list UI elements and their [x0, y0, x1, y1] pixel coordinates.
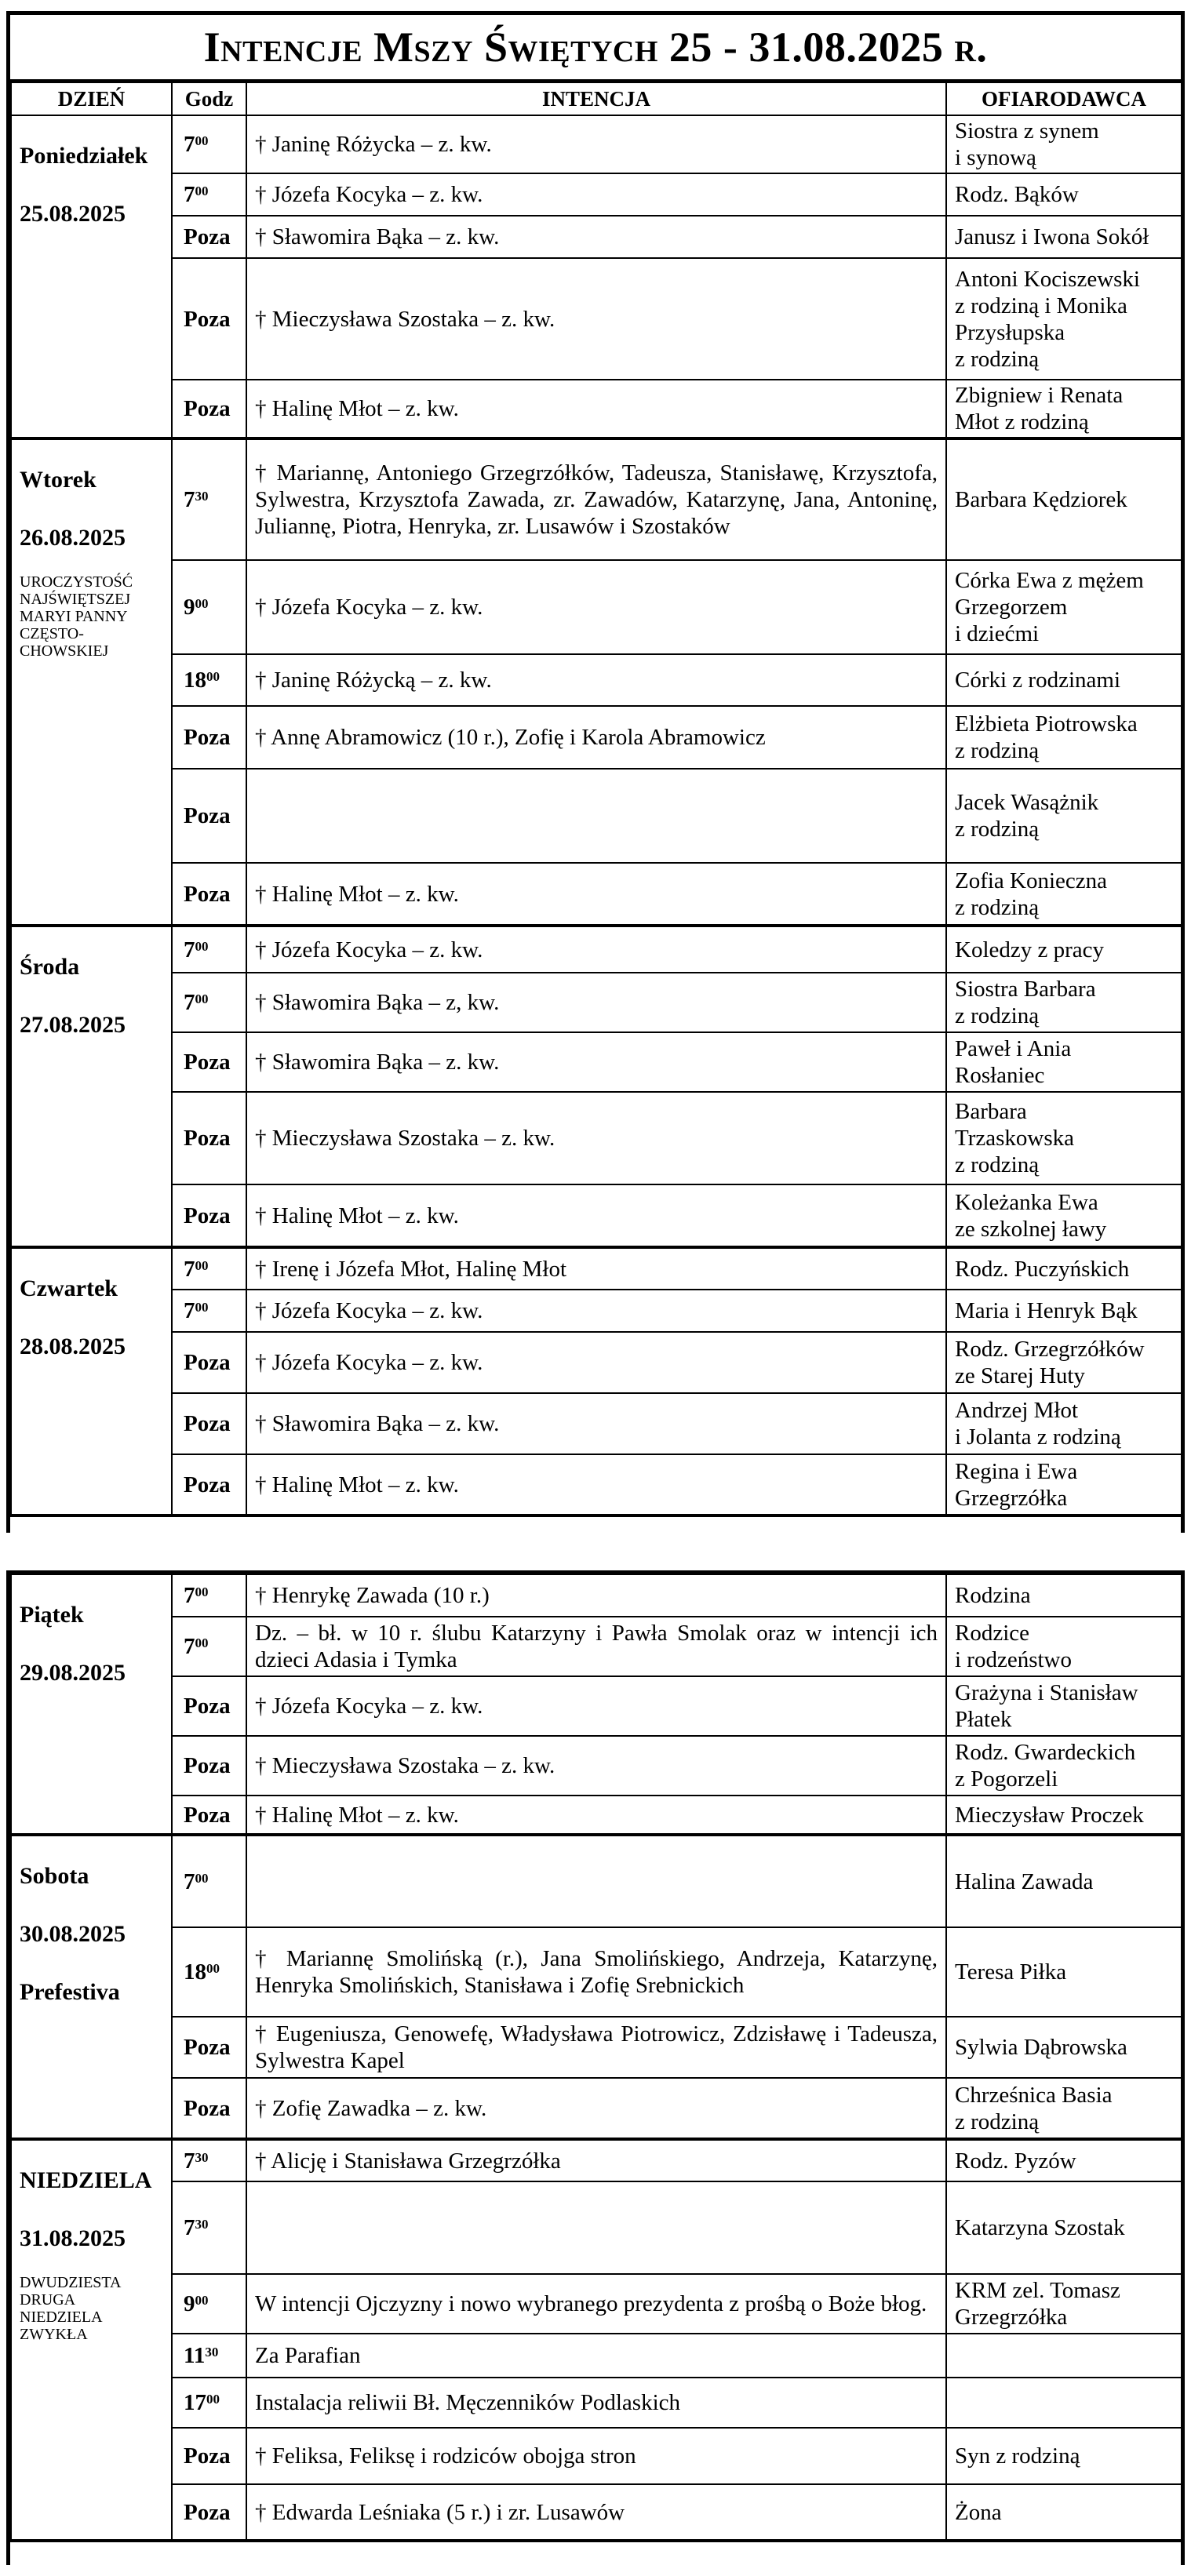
table-row: [11, 863, 1182, 926]
mass-time: $7^{00}$: [172, 1574, 246, 1617]
intention-cell: † Halinę Młot – z. kw.: [246, 863, 946, 926]
offerer-cell: Sylwia Dąbrowska: [946, 2017, 1182, 2078]
intention-cell: † Janinę Różycka – z. kw.: [246, 115, 946, 173]
day-date: 27.08.2025: [20, 1012, 126, 1038]
intention-cell: † Feliksa, Feliksę i rodziców obojga stron: [246, 2428, 946, 2484]
intention-cell: † Mariannę, Antoniego Grzegrzółków, Tadeusza, Stanisławę, Krzysztofa, Sylwestra, Krzysztofa Zawada, zr. Zawadów, Katarzynę, Jana, Antoninę, Juliannę, Piotra, Henryka, zr. Lusawów i Szostaków: [246, 438, 946, 560]
intention-cell: † Edwarda Leśniaka (5 r.) i zr. Lusawów: [246, 2484, 946, 2541]
mass-time: Poza: [172, 216, 246, 258]
mass-time: Poza: [172, 2484, 246, 2541]
time-minutes: 00: [195, 991, 209, 1006]
time-minutes: 00: [195, 1870, 209, 1886]
mass-time: $7^{00}$: [172, 115, 246, 173]
time-minutes: 00: [195, 184, 209, 198]
offerer-cell: Halina Zawada: [946, 1835, 1182, 1927]
intention-cell: Dz. – bł. w 10 r. ślubu Katarzyny i Pawła Smolak oraz w intencji ich dzieci Adasia i Tymka: [246, 1617, 946, 1676]
intention-cell: † Józefa Kocyka – z. kw.: [246, 1676, 946, 1736]
day-date: 29.08.2025: [20, 1660, 126, 1686]
table-row: [11, 2484, 1182, 2541]
table-row: [11, 1454, 1182, 1515]
day-note: DWUDZIESTA DRUGA NIEDZIELA ZWYKŁA: [20, 2274, 122, 2343]
day-name: NIEDZIELA: [20, 2167, 152, 2193]
intention-cell: † Mieczysława Szostaka – z. kw.: [246, 1736, 946, 1796]
intention-cell: [246, 769, 946, 863]
intention-cell: † Henrykę Zawada (10 r.): [246, 1574, 946, 1617]
table-row: [11, 1393, 1182, 1454]
table-body: [11, 1574, 1182, 2541]
offerer-cell: Córka Ewa z mężem Grzegorzem i dziećmi: [946, 560, 1182, 654]
day-cell: [11, 926, 172, 1247]
mass-time: $7^{00}$: [172, 973, 246, 1032]
table-row: [11, 173, 1182, 216]
intention-cell: † Mieczysława Szostaka – z. kw.: [246, 258, 946, 380]
mass-time: Poza: [172, 1332, 246, 1393]
offerer-cell: Rodz. Pyzów: [946, 2139, 1182, 2181]
intention-cell: † Józefa Kocyka – z. kw.: [246, 1290, 946, 1332]
offerer-cell: Teresa Piłka: [946, 1927, 1182, 2017]
time-minutes: 30: [195, 489, 209, 504]
intention-cell: † Sławomira Bąka – z. kw.: [246, 1393, 946, 1454]
mass-time: Poza: [172, 2017, 246, 2078]
mass-time: $9^{00}$: [172, 560, 246, 654]
day-date: 28.08.2025: [20, 1333, 126, 1359]
intention-cell: [246, 2181, 946, 2274]
header-intention: INTENCJA: [246, 82, 946, 115]
time-minutes: 00: [195, 1300, 209, 1315]
offerer-cell: Chrześnica Basia z rodziną: [946, 2078, 1182, 2139]
mass-time: $18^{00}$: [172, 654, 246, 706]
offerer-cell: Żona: [946, 2484, 1182, 2541]
table-row: [11, 258, 1182, 380]
offerer-cell: Janusz i Iwona Sokół: [946, 216, 1182, 258]
offerer-cell: Maria i Henryk Bąk: [946, 1290, 1182, 1332]
day-date: 26.08.2025: [20, 525, 126, 551]
table-row: [11, 1617, 1182, 1676]
intention-cell: Za Parafian: [246, 2334, 946, 2378]
intention-cell: † Mariannę Smolińską (r.), Jana Smolińskiego, Andrzeja, Katarzynę, Henryka Smolińskich, Stanisława i Zofię Srebnickich: [246, 1927, 946, 2017]
mass-time: $9^{00}$: [172, 2274, 246, 2334]
offerer-cell: Paweł i Ania Rosłaniec: [946, 1032, 1182, 1092]
day-name: Czwartek: [20, 1275, 118, 1301]
intentions-table-1: [10, 82, 1182, 1517]
mass-time: Poza: [172, 1454, 246, 1515]
offerer-cell: Koledzy z pracy: [946, 926, 1182, 973]
offerer-cell: Barbara Kędziorek: [946, 438, 1182, 560]
table-row: [11, 115, 1182, 173]
mass-time: $7^{30}$: [172, 2181, 246, 2274]
intention-cell: † Józefa Kocyka – z. kw.: [246, 1332, 946, 1393]
offerer-cell: Siostra z synem i synową: [946, 115, 1182, 173]
mass-time: $7^{00}$: [172, 1617, 246, 1676]
mass-time: Poza: [172, 1184, 246, 1247]
table-row: [11, 2334, 1182, 2378]
offerer-cell: Barbara Trzaskowska z rodziną: [946, 1092, 1182, 1184]
intention-cell: † Halinę Młot – z. kw.: [246, 380, 946, 438]
table-row: [11, 1332, 1182, 1393]
mass-time: Poza: [172, 380, 246, 438]
intention-cell: † Halinę Młot – z. kw.: [246, 1184, 946, 1247]
table-row: [11, 2428, 1182, 2484]
header-offerer: OFIARODAWCA: [946, 82, 1182, 115]
intention-cell: Instalacja reliwii Bł. Męczenników Podlaskich: [246, 2378, 946, 2428]
table-row: [11, 654, 1182, 706]
mass-time: Poza: [172, 1032, 246, 1092]
table-row: [11, 438, 1182, 560]
header-day: DZIEŃ: [11, 82, 172, 115]
mass-time: Poza: [172, 1736, 246, 1796]
time-minutes: 00: [195, 2293, 209, 2308]
table-row: [11, 1290, 1182, 1332]
offerer-cell: Antoni Kociszewski z rodziną i Monika Przysłupska z rodziną: [946, 258, 1182, 380]
mass-time: Poza: [172, 863, 246, 926]
time-minutes: 00: [206, 1961, 220, 1976]
offerer-cell: Grażyna i Stanisław Płatek: [946, 1676, 1182, 1736]
offerer-cell: [946, 2334, 1182, 2378]
offerer-cell: Rodz. Grzegrzółków ze Starej Huty: [946, 1332, 1182, 1393]
mass-time: Poza: [172, 2428, 246, 2484]
offerer-cell: Elżbieta Piotrowska z rodziną: [946, 706, 1182, 769]
day-date: 30.08.2025: [20, 1921, 126, 1947]
mass-time: Poza: [172, 706, 246, 769]
mass-time: Poza: [172, 769, 246, 863]
day-extra: Prefestiva: [20, 1979, 120, 2005]
time-minutes: 00: [206, 669, 220, 684]
table-row: [11, 1835, 1182, 1927]
offerer-cell: Rodz. Bąków: [946, 173, 1182, 216]
day-name: Wtorek: [20, 467, 97, 493]
table-row: [11, 216, 1182, 258]
intention-cell: † Eugeniusza, Genowefę, Władysława Piotrowicz, Zdzisławę i Tadeusza, Sylwestra Kapel: [246, 2017, 946, 2078]
time-minutes: 00: [195, 1257, 209, 1273]
mass-time: Poza: [172, 1393, 246, 1454]
table-row: [11, 380, 1182, 438]
offerer-cell: Córki z rodzinami: [946, 654, 1182, 706]
page-1: [6, 11, 1185, 1533]
offerer-cell: Regina i Ewa Grzegrzółka: [946, 1454, 1182, 1515]
table-row: [11, 1927, 1182, 2017]
table-body: [11, 115, 1182, 1515]
day-name: Środa: [20, 954, 80, 980]
offerer-cell: Syn z rodziną: [946, 2428, 1182, 2484]
intention-cell: † Józefa Kocyka – z. kw.: [246, 173, 946, 216]
day-date: 31.08.2025: [20, 2225, 126, 2251]
header-time: Godz: [172, 82, 246, 115]
intention-cell: † Józefa Kocyka – z. kw.: [246, 926, 946, 973]
offerer-cell: Rodz. Puczyńskich: [946, 1247, 1182, 1290]
time-minutes: 30: [195, 2149, 209, 2165]
offerer-cell: Rodz. Gwardeckich z Pogorzeli: [946, 1736, 1182, 1796]
mass-time: $18^{00}$: [172, 1927, 246, 2017]
intention-cell: W intencji Ojczyzny i nowo wybranego prezydenta z prośbą o Boże błog.: [246, 2274, 946, 2334]
offerer-cell: Koleżanka Ewa ze szkolnej ławy: [946, 1184, 1182, 1247]
time-minutes: 30: [195, 2217, 209, 2232]
mass-time: $7^{30}$: [172, 438, 246, 560]
offerer-cell: Mieczysław Proczek: [946, 1796, 1182, 1835]
table-row: [11, 1092, 1182, 1184]
mass-time: $17^{00}$: [172, 2378, 246, 2428]
offerer-cell: Rodzice i rodzeństwo: [946, 1617, 1182, 1676]
table-row: [11, 1032, 1182, 1092]
mass-time: Poza: [172, 1676, 246, 1736]
table-row: [11, 1247, 1182, 1290]
day-name: Piątek: [20, 1602, 84, 1628]
page-title: Intencje Mszy Świętych 25 - 31.08.2025 r.: [10, 15, 1181, 82]
time-minutes: 00: [206, 2392, 220, 2407]
offerer-cell: Rodzina: [946, 1574, 1182, 1617]
table-row: [11, 1676, 1182, 1736]
table-row: [11, 926, 1182, 973]
mass-time: Poza: [172, 258, 246, 380]
table-row: [11, 1796, 1182, 1835]
offerer-cell: [946, 2378, 1182, 2428]
offerer-cell: Katarzyna Szostak: [946, 2181, 1182, 2274]
mass-time: $7^{30}$: [172, 2139, 246, 2181]
table-row: [11, 2017, 1182, 2078]
time-minutes: 30: [205, 2345, 219, 2360]
time-minutes: 00: [195, 1585, 209, 1599]
mass-time: $7^{00}$: [172, 173, 246, 216]
table-row: [11, 973, 1182, 1032]
mass-time: Poza: [172, 2078, 246, 2139]
day-date: 25.08.2025: [20, 201, 126, 227]
time-minutes: 00: [195, 133, 209, 148]
intention-cell: † Halinę Młot – z. kw.: [246, 1454, 946, 1515]
mass-time: $7^{00}$: [172, 1290, 246, 1332]
offerer-cell: Jacek Wasążnik z rodziną: [946, 769, 1182, 863]
table-row: [11, 769, 1182, 863]
offerer-cell: Zofia Konieczna z rodziną: [946, 863, 1182, 926]
day-cell: [11, 2139, 172, 2541]
time-minutes: 00: [195, 1635, 209, 1650]
table-row: [11, 1736, 1182, 1796]
day-name: Poniedziałek: [20, 143, 148, 169]
offerer-cell: Andrzej Młot i Jolanta z rodziną: [946, 1393, 1182, 1454]
mass-time: $7^{00}$: [172, 1835, 246, 1927]
table-row: [11, 2274, 1182, 2334]
day-cell: [11, 1574, 172, 1835]
offerer-cell: Zbigniew i Renata Młot z rodziną: [946, 380, 1182, 438]
table-row: [11, 560, 1182, 654]
mass-time: $7^{00}$: [172, 1247, 246, 1290]
day-note: UROCZYSTOŚĆ NAJŚWIĘTSZEJ MARYI PANNY CZĘSTO- CHOWSKIEJ: [20, 573, 133, 660]
day-cell: [11, 438, 172, 926]
intention-cell: † Irenę i Józefa Młot, Halinę Młot: [246, 1247, 946, 1290]
table-row: [11, 1574, 1182, 1617]
table-row: [11, 2139, 1182, 2181]
intention-cell: † Mieczysława Szostaka – z. kw.: [246, 1092, 946, 1184]
intention-cell: † Józefa Kocyka – z. kw.: [246, 560, 946, 654]
mass-time: Poza: [172, 1796, 246, 1835]
day-cell: [11, 1835, 172, 2139]
mass-time: $7^{00}$: [172, 926, 246, 973]
intention-cell: † Sławomira Bąka – z, kw.: [246, 973, 946, 1032]
table-row: [11, 2078, 1182, 2139]
time-minutes: 00: [195, 596, 209, 611]
intention-cell: † Zofię Zawadka – z. kw.: [246, 2078, 946, 2139]
page-2: [6, 1570, 1185, 2565]
offerer-cell: KRM zel. Tomasz Grzegrzółka: [946, 2274, 1182, 2334]
table-row: [11, 2181, 1182, 2274]
offerer-cell: Siostra Barbara z rodziną: [946, 973, 1182, 1032]
intention-cell: † Sławomira Bąka – z. kw.: [246, 1032, 946, 1092]
day-cell: [11, 1247, 172, 1515]
mass-time: $11^{30}$: [172, 2334, 246, 2378]
table-header: [11, 82, 1182, 115]
table-row: [11, 1184, 1182, 1247]
day-cell: [11, 115, 172, 438]
intention-cell: † Alicję i Stanisława Grzegrzółka: [246, 2139, 946, 2181]
intentions-table-2: [10, 1574, 1182, 2542]
intention-cell: [246, 1835, 946, 1927]
intention-cell: † Annę Abramowicz (10 r.), Zofię i Karola Abramowicz: [246, 706, 946, 769]
intention-cell: † Sławomira Bąka – z. kw.: [246, 216, 946, 258]
table-row: [11, 2378, 1182, 2428]
table-row: [11, 706, 1182, 769]
day-name: Sobota: [20, 1863, 89, 1889]
time-minutes: 00: [195, 938, 209, 954]
intention-cell: † Janinę Różycką – z. kw.: [246, 654, 946, 706]
mass-time: Poza: [172, 1092, 246, 1184]
intention-cell: † Halinę Młot – z. kw.: [246, 1796, 946, 1835]
